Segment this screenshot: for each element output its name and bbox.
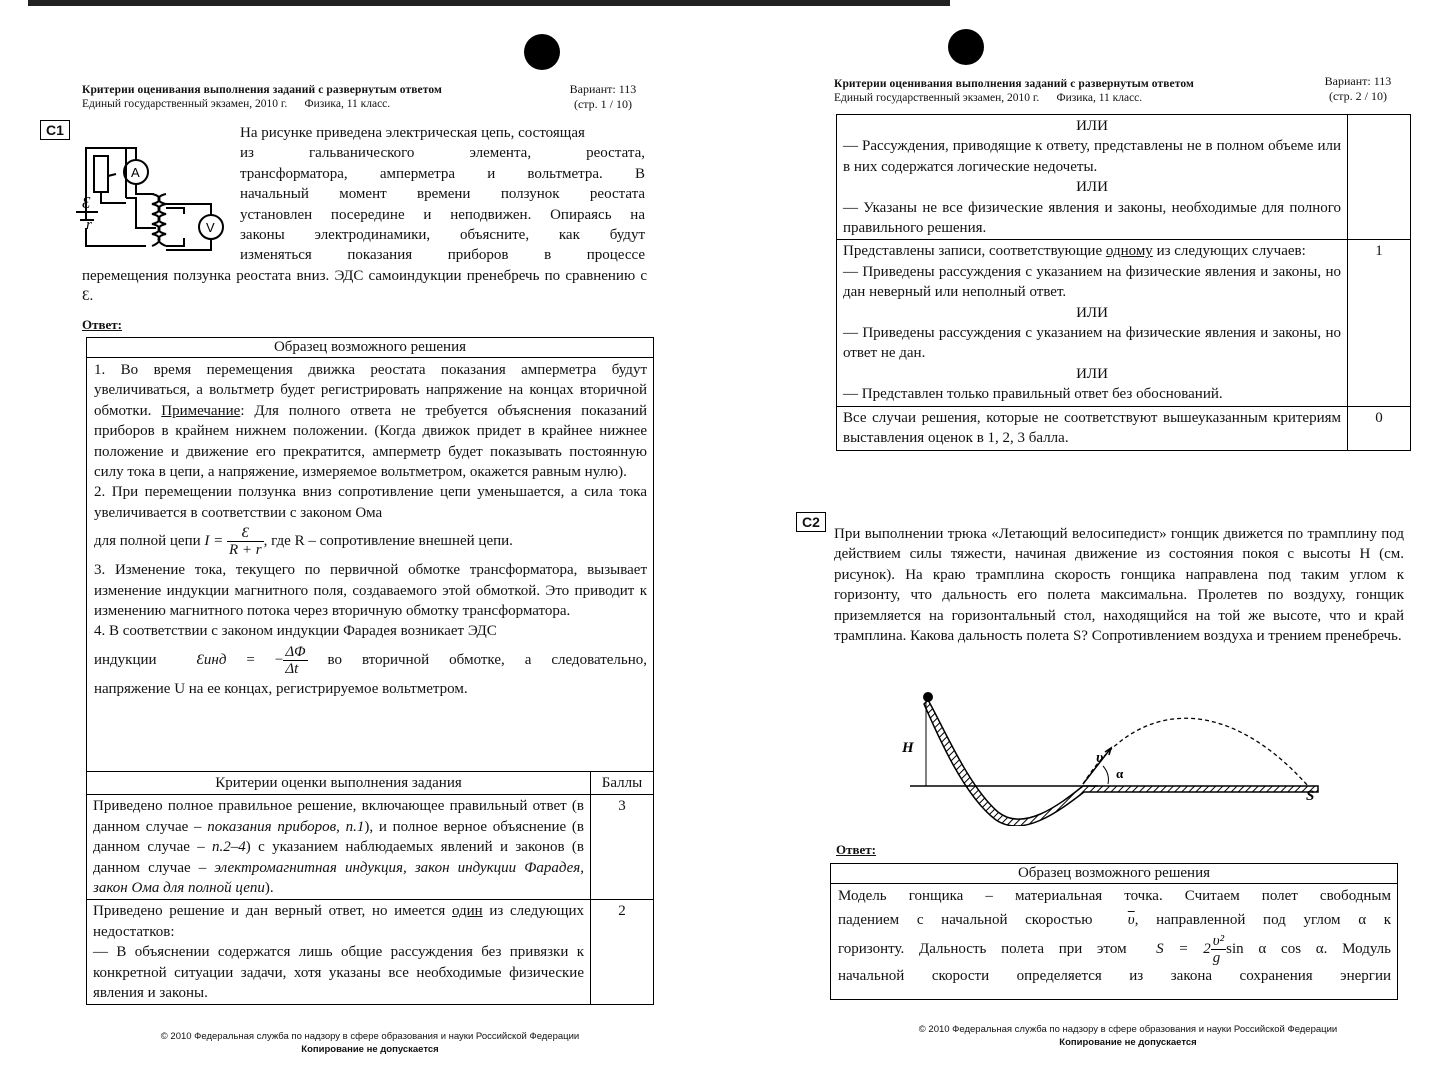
- page-right: [728, 0, 1456, 1066]
- solution-step-1: [94, 360, 647, 482]
- criteria-header: Критерии оценки выполнения задания: [87, 772, 591, 795]
- distance-label: S: [1306, 788, 1315, 804]
- criteria-row: [87, 900, 654, 1005]
- step-text: , где R – сопротивление внешней цепи.: [263, 533, 513, 550]
- header-title: Критерии оценивания выполнения заданий с развернутым ответом: [834, 78, 1194, 90]
- crit-text: Представлены записи, соответствующие: [843, 243, 1106, 260]
- variant-label: Вариант: 113: [1324, 74, 1392, 88]
- crit-underline: одному: [1105, 243, 1153, 260]
- criteria-row: [837, 406, 1411, 450]
- note-text: : Для полного ответа не требуется объяснения показаний приборов в крайнем нижнем положении. (Когда движок придет в крайнее нижнее положение и движение его прекратится, амперметр будет показывать постоянную силу тока в цепи, а напряжение, измеряемое вольтметром, окажется равным нулю).: [94, 402, 647, 481]
- step-text: индукции: [94, 651, 157, 668]
- c1-line: законы электродинамики, объясните, как будут: [240, 227, 645, 244]
- c2-statement: При выполнении трюка «Летающий велосипедист» гонщик движется по трамплину под действием силы тяжести, начиная движение из состояния покоя с высоты H (см. рисунок). На краю трамплина скорость гонщика направлена под таким углом к горизонту, что дальность его полета максимальна. Пролетев по воздуху, гонщик приземляется на горизонтальный стол, находящийся на той же высоте, что и край трамплина. Какова дальность полета S? Сопротивлением воздуха и трением пренебречь.: [834, 526, 1404, 645]
- solution-box: [830, 863, 1398, 1000]
- footer: [878, 1023, 1378, 1049]
- crit-text: Приведено решение и дан верный ответ, но имеется: [93, 903, 452, 920]
- velocity-vector: $\overline{\upsilon}$: [1127, 912, 1135, 929]
- c1-statement: [240, 123, 645, 266]
- answer-label: Ответ:: [836, 842, 877, 857]
- crit-underline: один: [451, 903, 483, 920]
- criteria-table: [86, 771, 654, 1005]
- equals-sign: = −: [246, 651, 284, 668]
- step-text: , направленной под углом α к: [1134, 912, 1392, 929]
- criteria-points: 0: [1348, 406, 1411, 450]
- solution-body: [87, 358, 653, 701]
- step-text: 2. При перемещении ползунка вниз сопротивление цепи уменьшается, а сила тока увеличивается в соответствии с законом Ома: [94, 484, 647, 521]
- solution-title: Образец возможного решения: [87, 338, 653, 358]
- criteria-points: 2: [591, 900, 654, 1005]
- solution-title: Образец возможного решения: [831, 864, 1397, 884]
- solution-step-4-formula: [94, 644, 647, 677]
- solution-step-4-end: напряжение U на ее концах, регистрируемое вольтметром.: [94, 680, 468, 697]
- angle-label: α: [1116, 766, 1124, 781]
- fraction-denominator: g: [1212, 949, 1221, 966]
- criteria-text: [837, 115, 1348, 240]
- circuit-diagram: [76, 128, 236, 258]
- faraday-fraction: [283, 644, 307, 677]
- crit-text: Приведено полное правильное решение, включающее правильный ответ (в данном случае –: [93, 798, 584, 835]
- page-number: (стр. 2 / 10): [1328, 89, 1388, 103]
- header-exam: [82, 98, 390, 110]
- footer-notice: Копирование не допускается: [301, 1044, 439, 1055]
- fraction-denominator: R + r: [229, 542, 262, 559]
- scan-edge: [28, 0, 728, 6]
- solution-step-4: 4. В соответствии с законом индукции Фарадея возникает ЭДС: [94, 623, 497, 640]
- footer-notice: Копирование не допускается: [1059, 1037, 1197, 1048]
- crit-italic: п.2–4: [212, 839, 246, 856]
- crit-text: ), и полное верное объяснение (в данном случае –: [93, 818, 584, 856]
- registration-dot: [524, 34, 560, 70]
- criteria-points: 1: [1348, 240, 1411, 406]
- range-formula: S = 2: [1156, 940, 1211, 957]
- emf-induced: Ɛинд: [196, 651, 227, 668]
- fraction-numerator: υ²: [1212, 932, 1225, 949]
- exam-name: Единый государственный экзамен, 2010 г.: [834, 92, 1040, 104]
- answer-label: Ответ:: [82, 317, 123, 332]
- footer-copyright: © 2010 Федеральная служба по надзору в сфере образования и науки Российской Федерации: [160, 1031, 580, 1042]
- crit-text: из следующих недостатков:: [93, 903, 584, 940]
- task-tag-c1: C1: [40, 120, 70, 140]
- header-variant: [1308, 74, 1408, 104]
- header-title: Критерии оценивания выполнения заданий с развернутым ответом: [82, 84, 442, 96]
- footer: [120, 1030, 620, 1056]
- solution-line: начальной скорости определяется из закона сохранения энергии: [838, 967, 1391, 984]
- c1-statement-tail: перемещения ползунка реостата вниз. ЭДС самоиндукции пренебречь по сравнению с Ɛ.: [82, 268, 647, 305]
- criteria-row: [837, 240, 1411, 406]
- crit-text: ) с указанием наблюдаемых явлений и законов (в данном случае –: [93, 839, 584, 876]
- crit-text: — Приведены рассуждения с указанием на физические явления и законы, но ответ не дан.: [843, 325, 1341, 362]
- crit-italic: показания приборов, п.1: [207, 818, 365, 835]
- ammeter-label: A: [131, 165, 140, 180]
- height-label: H: [902, 740, 914, 756]
- criteria-text: [87, 795, 591, 900]
- velocity-label: υ: [1096, 750, 1104, 766]
- crit-text: — Приведены рассуждения с указанием на физические явления и законы, но дан неверный или неполный ответ.: [843, 263, 1341, 301]
- points-header: Баллы: [591, 772, 654, 795]
- solution-body: [831, 884, 1397, 988]
- exam-name: Единый государственный экзамен, 2010 г.: [82, 98, 288, 110]
- step-text: 1. Во время перемещения движка реостата показания амперметра будут увеличиваться, а вольтметр будет регистрировать напряжение на концах вторичной обмотки.: [94, 362, 647, 419]
- subject: Физика, 11 класс.: [1056, 92, 1143, 104]
- resistance-label: r: [86, 217, 92, 233]
- crit-italic: электромагнитная индукция, закон индукции Фарадея, закон Ома для полной цепи: [93, 859, 584, 897]
- c1-line: установлен посередине и неподвижен. Опираясь на: [240, 206, 645, 223]
- step-text: горизонту. Дальность полета при этом: [838, 940, 1127, 957]
- fraction-numerator: Ɛ: [227, 525, 264, 542]
- solution-step-2-formula: [94, 525, 647, 558]
- note-label: Примечание: [161, 402, 241, 419]
- crit-text: — Представлен только правильный ответ без обоснований.: [843, 386, 1223, 403]
- c1-line: начальный момент времени ползунок реостата: [240, 186, 645, 203]
- step-text: . Модуль: [1323, 940, 1391, 957]
- or-separator: ИЛИ: [1076, 118, 1108, 134]
- or-separator: ИЛИ: [1076, 179, 1108, 196]
- solution-step-3: 3. Изменение тока, текущего по первичной обмотке трансформатора, вызывает изменение индукции магнитного поля, создаваемого этой обмоткой. Это приводит к изменению магнитного потока через вторичную обмотку трансформатора.: [94, 562, 647, 620]
- c1-line: трансформатора, амперметра и вольтметра. В: [240, 165, 645, 182]
- crit-text: из следующих случаев:: [1152, 243, 1306, 260]
- c1-line: На рисунке приведена электрическая цепь, состоящая: [240, 125, 585, 141]
- page-number: (стр. 1 / 10): [573, 97, 633, 111]
- header-exam: [834, 92, 1142, 104]
- ohm-lhs: I =: [204, 533, 224, 550]
- c1-line: из гальванического элемента, реостата,: [240, 145, 645, 162]
- ohm-fraction: [227, 525, 264, 558]
- variant-label: Вариант: 113: [569, 82, 637, 96]
- criteria-row: [837, 115, 1411, 240]
- ramp-diagram: [898, 686, 1328, 826]
- criteria-points: 3: [591, 795, 654, 900]
- registration-dot: [948, 29, 984, 65]
- range-fraction: [1211, 933, 1226, 966]
- criteria-table-continued: [836, 114, 1411, 451]
- scan-edge: [728, 0, 950, 6]
- step-text: для полной цепи: [94, 533, 201, 550]
- crit-text: — В объяснении содержатся лишь общие рассуждения без привязки к конкретной ситуации задачи, хотя указаны все необходимые физические явления и законы.: [93, 944, 584, 1002]
- criteria-text: Все случаи решения, которые не соответствуют вышеуказанным критериям выставления оценок в 1, 2, 3 балла.: [837, 406, 1348, 450]
- or-separator: ИЛИ: [1076, 365, 1108, 382]
- or-separator: ИЛИ: [1076, 304, 1108, 321]
- step-text: во вторичной обмотке, а следовательно,: [327, 651, 648, 668]
- voltmeter-label: V: [206, 220, 215, 235]
- criteria-text: [87, 900, 591, 1005]
- crit-text: — Рассуждения, приводящие к ответу, представлены не в полном объеме или в них содержатся логические недочеты.: [843, 138, 1341, 175]
- emf-label: Ɛ: [82, 193, 91, 212]
- criteria-text: [837, 240, 1348, 406]
- crit-text: — Указаны не все физические явления и законы, необходимые для полного правильного решения.: [843, 199, 1341, 237]
- criteria-points: [1348, 115, 1411, 240]
- header-variant: [558, 82, 648, 112]
- solution-line: [838, 933, 1391, 966]
- criteria-row: [87, 795, 654, 900]
- solution-line: [838, 910, 1391, 930]
- footer-copyright: © 2010 Федеральная служба по надзору в сфере образования и науки Российской Федерации: [918, 1024, 1338, 1035]
- criteria-header-row: [87, 772, 654, 795]
- fraction-denominator: Δt: [285, 660, 299, 677]
- fraction-numerator: ΔΦ: [285, 643, 306, 660]
- solution-line: Модель гонщика – материальная точка. Считаем полет свободным: [838, 888, 1391, 904]
- step-text: падением с начальной скоростью: [838, 912, 1093, 929]
- crit-text: ).: [264, 880, 274, 897]
- c1-line: изменяться показания приборов в процессе: [240, 247, 645, 264]
- trig-part: sin α cos α: [1226, 940, 1324, 957]
- subject: Физика, 11 класс.: [304, 98, 391, 110]
- solution-step-2: [94, 482, 647, 523]
- solution-box: [86, 337, 654, 772]
- task-tag-c2: C2: [796, 512, 826, 532]
